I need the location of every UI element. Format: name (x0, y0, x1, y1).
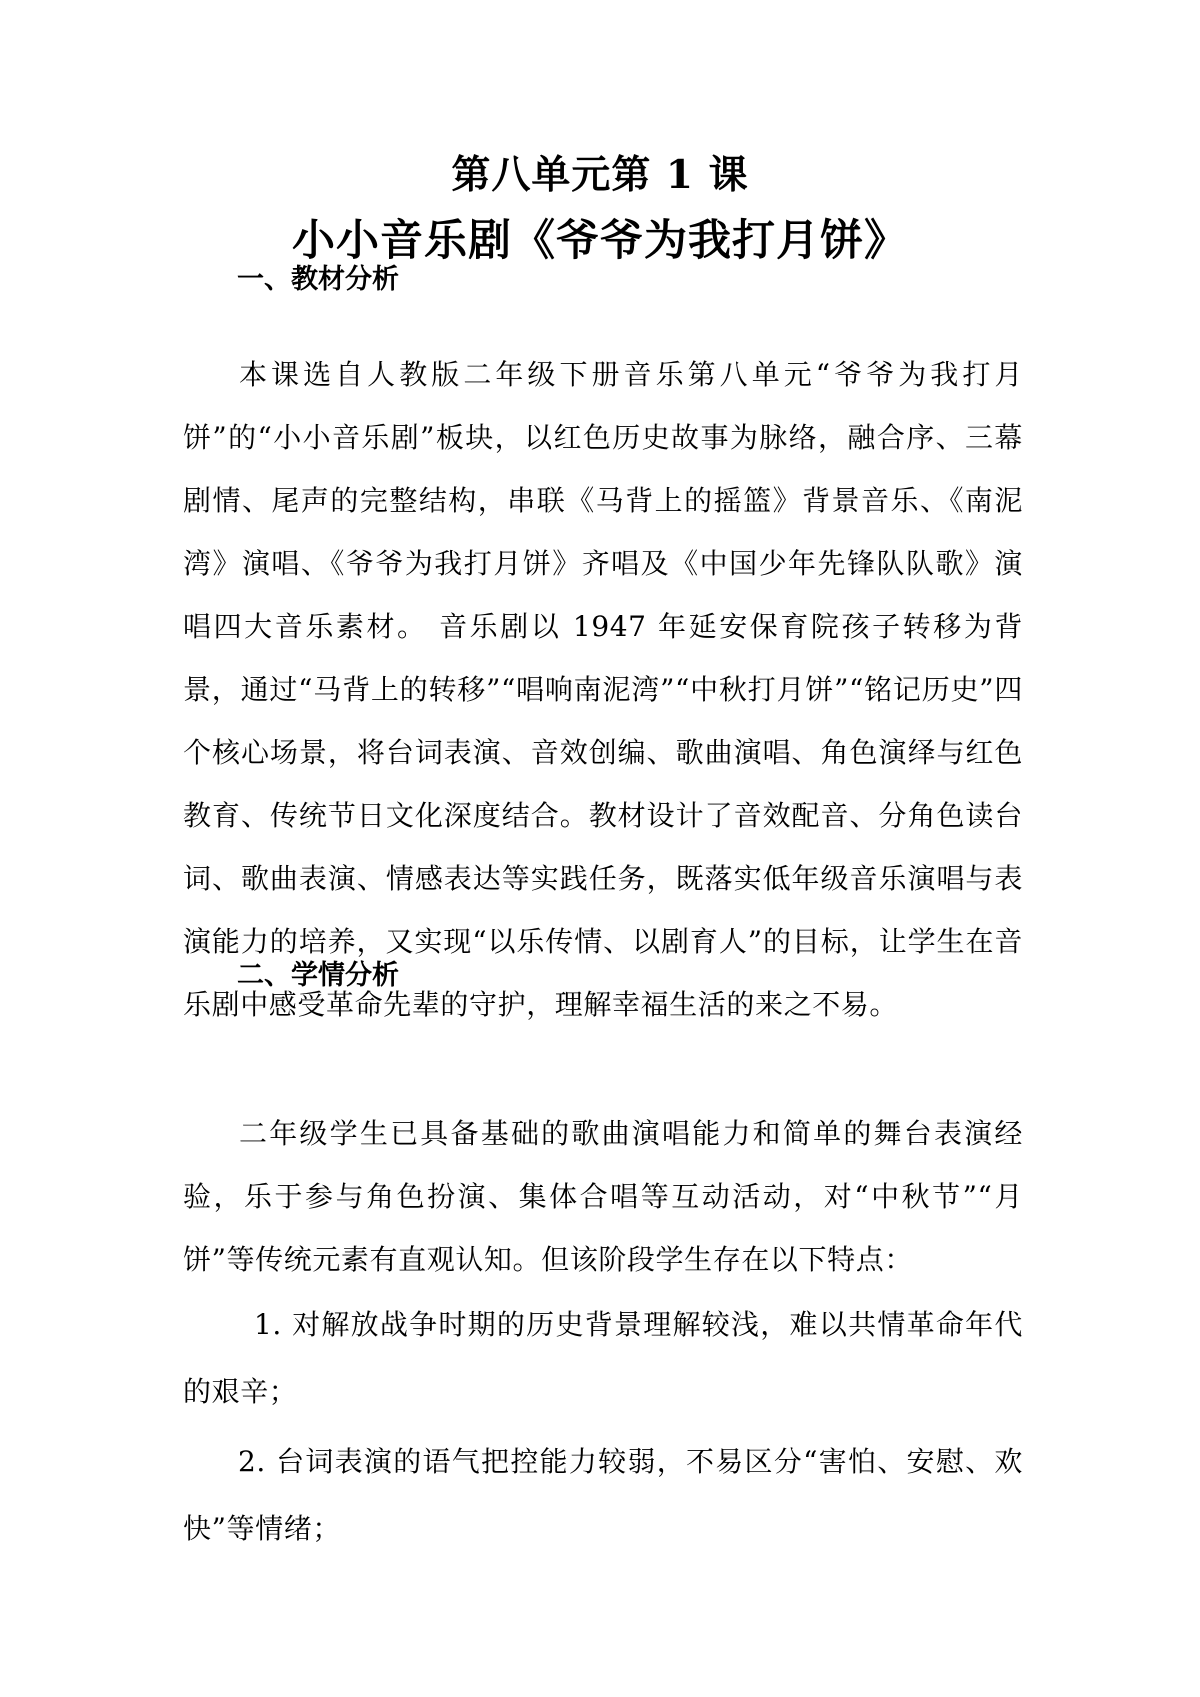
student-analysis-paragraph: 二年级学生已具备基础的歌曲演唱能力和简单的舞台表演经验，乐于参与角色扮演、集体合唱等互动活动，对“中秋节”“月饼”等传统元素有直观认知。但该阶段学生存在以下特点： (183, 1117, 1023, 1276)
list-item: 2. 台词表演的语气把控能力较弱，不易区分“害怕、安慰、欢快”等情绪； (183, 1445, 1023, 1545)
lesson-subtitle: 小小音乐剧《爷爷为我打月饼》 (292, 216, 908, 266)
section-heading-textbook-analysis: 一、教材分析 (237, 264, 399, 295)
textbook-analysis-paragraph: 本课选自人教版二年级下册音乐第八单元“爷爷为我打月饼”的“小小音乐剧”板块，以红色历史故事为脉络，融合序、三幕剧情、尾声的完整结构，串联《马背上的摇篮》背景音乐、《南泥湾》演唱、《爷爷为我打月饼》齐唱及《中国少年先锋队队歌》演唱四大音乐素材。 音乐剧以 1947 年延安保育院孩子转移为背景，通过“马背上的转移”“唱响南泥湾”“中秋打月饼”“铭记历史”四个核心场景，将台词表演、音效创编、歌曲演唱、角色演绎与红色教育、传统节日文化深度结合。教材设计了音效配音、分角色读台词、歌曲表演、情感表达等实践任务，既落实低年级音乐演唱与表演能力的培养，又实现“以乐传情、以剧育人”的目标，让学生在音乐剧中感受革命先辈的守护，理解幸福生活的来之不易。 (183, 358, 1023, 1021)
section-heading-student-analysis: 二、学情分析 (237, 960, 399, 991)
lesson-title: 第八单元第 1 课 (451, 152, 749, 198)
list-item: 1. 对解放战争时期的历史背景理解较浅，难以共情革命年代的艰辛； (183, 1308, 1023, 1408)
